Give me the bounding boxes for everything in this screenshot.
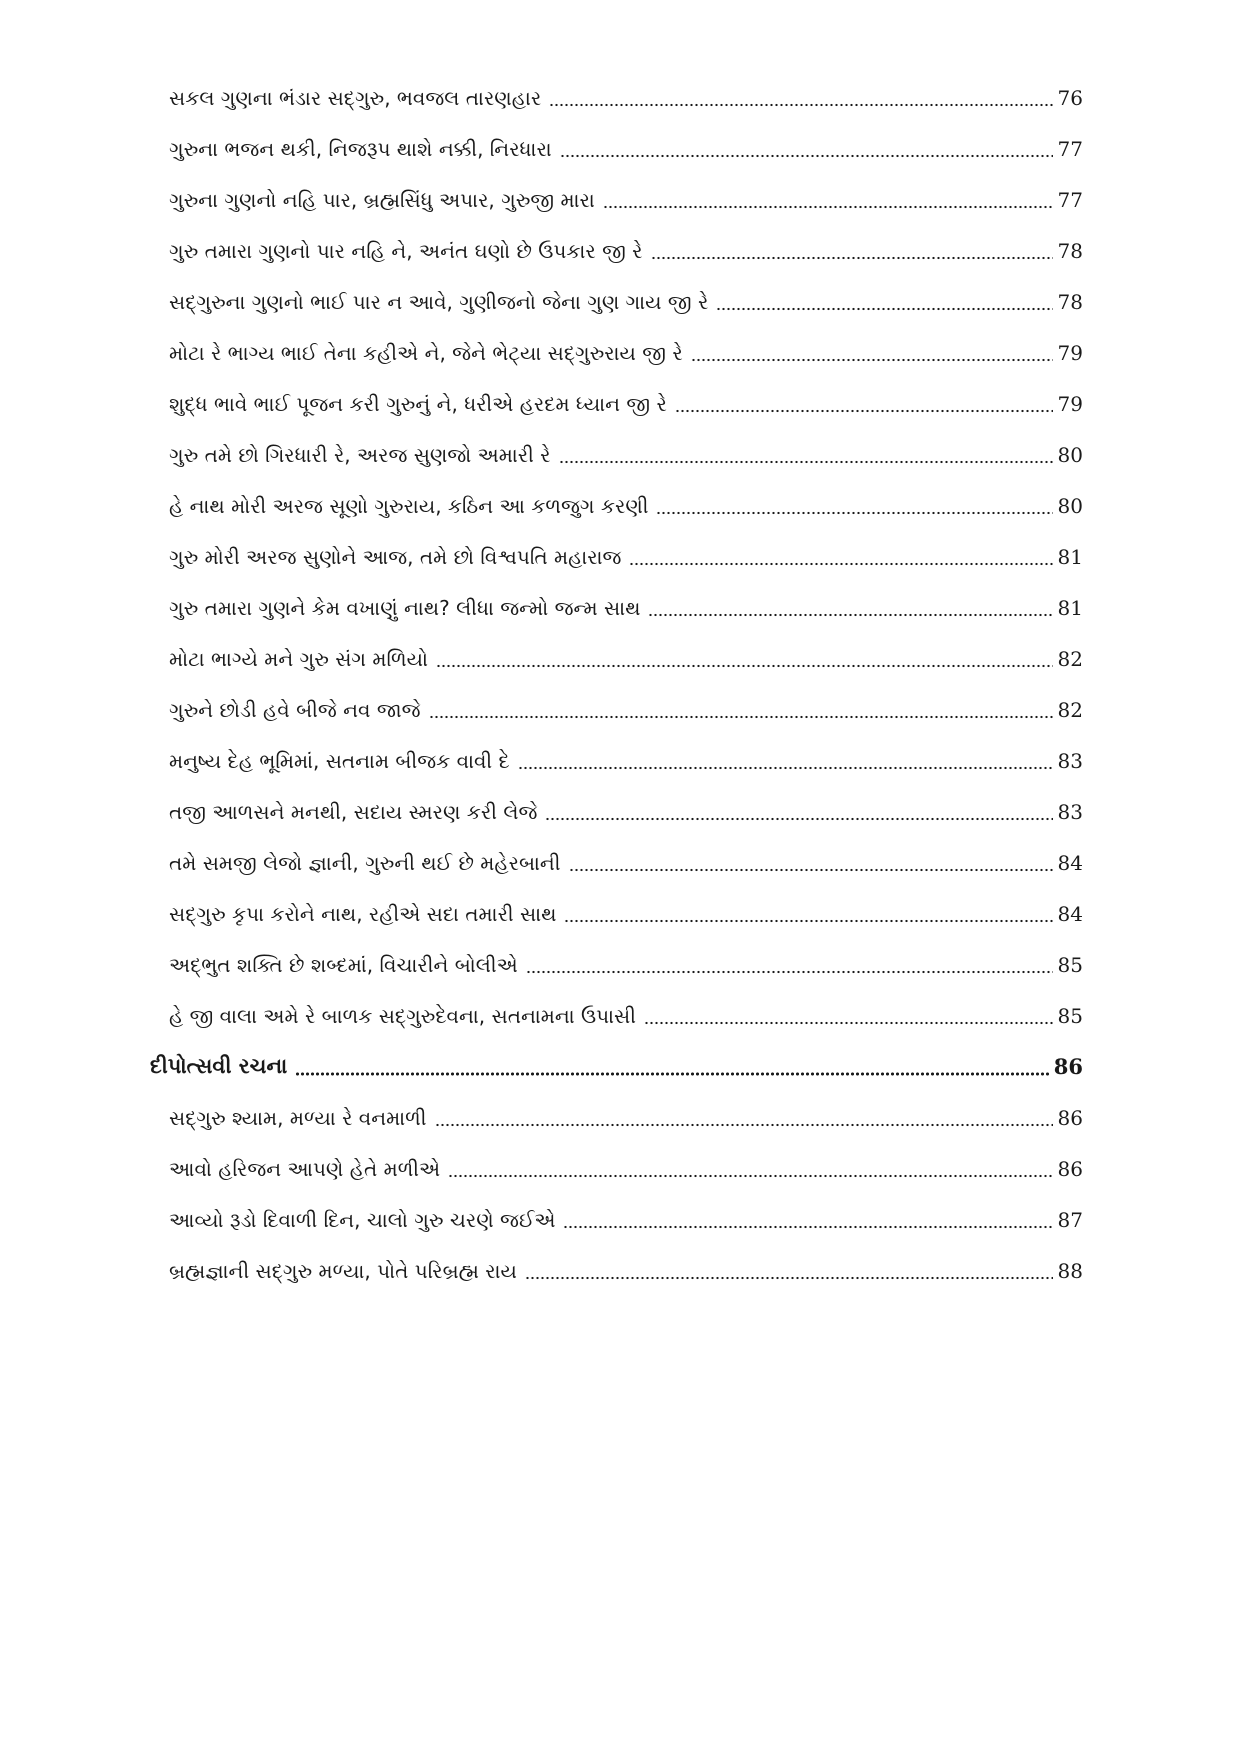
dot-leader: [429, 715, 1054, 719]
toc-entry-page: 78: [1057, 238, 1083, 263]
toc-entry-page: 88: [1057, 1258, 1083, 1283]
toc-entry-page: 79: [1057, 340, 1083, 365]
dot-leader: [644, 1021, 1053, 1025]
toc-entry-title: ગુરુના ભજન થકી, નિજરૂપ થાશે નક્કી, નિરધારા: [169, 136, 552, 161]
toc-entry[interactable]: [169, 225, 1083, 276]
toc-entry-title: સદ્‌ગુરુના ગુણનો ભાઈ પાર ન આવે, ગુણીજનો જેના ગુણ ગાય જી રે: [169, 289, 709, 314]
toc-entry-page: 76: [1057, 85, 1083, 110]
dot-leader: [656, 511, 1053, 515]
toc-entry-title: આવો હરિજન આપણે હેતે મળીએ: [169, 1156, 441, 1181]
toc-entry[interactable]: [169, 837, 1083, 888]
toc-entry-title: ગુરુ તમારા ગુણને કેમ વખાણું નાથ? લીધા જન્મો જન્મ સાથ: [169, 595, 641, 620]
dot-leader: [545, 817, 1053, 821]
dot-leader: [518, 766, 1053, 770]
dot-leader: [526, 970, 1053, 974]
toc-entry-page: 85: [1057, 952, 1083, 977]
dot-leader: [675, 409, 1053, 413]
toc-entry-title: અદ્‌ભુત શક્તિ છે શબ્દમાં, વિચારીને બોલીએ: [169, 952, 518, 977]
toc-entry-page: 81: [1057, 544, 1083, 569]
toc-entry[interactable]: [169, 786, 1083, 837]
toc-entry[interactable]: [169, 72, 1083, 123]
dot-leader: [569, 868, 1053, 872]
toc-entry-title: સદ્‌ગુરુ કૃપા કરોને નાથ, રહીએ સદા તમારી સાથ: [169, 901, 557, 926]
toc-entry[interactable]: [169, 633, 1083, 684]
dot-leader: [629, 562, 1053, 566]
toc-entry[interactable]: [169, 939, 1083, 990]
dot-leader: [691, 358, 1053, 362]
toc-entry-title: તજી આળસને મનથી, સદાય સ્મરણ કરી લેજે: [169, 799, 538, 824]
toc-entry-title: હે નાથ મોરી અરજ સૂણો ગુરુરાય, કઠિન આ કળજુગ કરણી: [169, 493, 649, 518]
dot-leader: [436, 664, 1053, 668]
toc-entry-title: શુદ્ધ ભાવે ભાઈ પૂજન કરી ગુરુનું ને, ધરીએ હરદમ ધ્યાન જી રે: [169, 391, 667, 416]
toc-entry-title: મનુષ્ય દેહ ભૂમિમાં, સતનામ બીજક વાવી દે: [169, 748, 510, 773]
dot-leader: [295, 1072, 1050, 1076]
table-of-contents: [0, 72, 1241, 1296]
toc-entry-page: 78: [1057, 289, 1083, 314]
dot-leader: [525, 1276, 1053, 1280]
toc-entry[interactable]: [169, 480, 1083, 531]
toc-entry-title: ગુરુ મોરી અરજ સુણોને આજ, તમે છો વિશ્વપતિ મહારાજ: [169, 544, 622, 569]
dot-leader: [563, 1225, 1053, 1229]
toc-entry[interactable]: [169, 429, 1083, 480]
toc-entry-page: 86: [1057, 1156, 1083, 1181]
toc-entry[interactable]: [169, 1245, 1083, 1296]
toc-entry-title: ગુરુના ગુણનો નહિ પાર, બ્રહ્મસિંધુ અપાર, ગુરુજી મારા: [169, 187, 595, 212]
toc-entry-page: 79: [1057, 391, 1083, 416]
dot-leader: [716, 307, 1053, 311]
toc-entry[interactable]: [169, 684, 1083, 735]
toc-entry-title: આવ્યો રૂડો દિવાળી દિન, ચાલો ગુરુ ચરણે જઈએ: [169, 1207, 556, 1232]
dot-leader: [603, 205, 1053, 209]
toc-entry-title: ગુરુને છોડી હવે બીજે નવ જાજે: [169, 697, 421, 722]
toc-entry[interactable]: [169, 735, 1083, 786]
dot-leader: [651, 256, 1053, 260]
dot-leader: [564, 919, 1053, 923]
toc-entry-page: 85: [1057, 1003, 1083, 1028]
toc-entry-page: 81: [1057, 595, 1083, 620]
toc-entry[interactable]: [169, 990, 1083, 1041]
toc-entry[interactable]: [169, 888, 1083, 939]
toc-entry-page: 77: [1057, 187, 1083, 212]
toc-entry-page: 86: [1057, 1105, 1083, 1130]
toc-entry-title: હે જી વાલા અમે રે બાળક સદ્‌ગુરુદેવના, સતનામના ઉપાસી: [169, 1003, 636, 1028]
toc-entry[interactable]: [169, 1143, 1083, 1194]
toc-entry-title: ગુરુ તમે છો ગિરધારી રે, અરજ સુણજો અમારી રે: [169, 442, 551, 467]
dot-leader: [448, 1174, 1053, 1178]
toc-entry-title: તમે સમજી લેજો જ્ઞાની, ગુરુની થઈ છે મહેરબાની: [169, 850, 561, 875]
toc-entry[interactable]: [169, 378, 1083, 429]
toc-entry-title: બ્રહ્મજ્ઞાની સદ્‌ગુરુ મળ્યા, પોતે પરિબ્રહ્મ રાય: [169, 1258, 517, 1283]
toc-entry-page: 82: [1057, 646, 1083, 671]
toc-entry-page: 80: [1057, 442, 1083, 467]
toc-entry[interactable]: [169, 123, 1083, 174]
toc-entry-page: 84: [1057, 850, 1083, 875]
toc-entry-title: ગુરુ તમારા ગુણનો પાર નહિ ને, અનંત ઘણો છે ઉપકાર જી રે: [169, 238, 643, 263]
toc-entry[interactable]: [169, 327, 1083, 378]
toc-entry-title: સકલ ગુણના ભંડાર સદ્‌ગુરુ, ભવજલ તારણહાર: [169, 85, 542, 110]
toc-entry-page: 77: [1057, 136, 1083, 161]
dot-leader: [648, 613, 1053, 617]
dot-leader: [435, 1123, 1054, 1127]
toc-entry-title: સદ્‌ગુરુ શ્યામ, મળ્યા રે વનમાળી: [169, 1105, 427, 1130]
toc-entry[interactable]: [169, 276, 1083, 327]
toc-section-page: 86: [1053, 1054, 1083, 1079]
toc-section-title: દીપોત્સવી રચના: [150, 1054, 288, 1078]
toc-entry-page: 82: [1057, 697, 1083, 722]
toc-entry-page: 84: [1057, 901, 1083, 926]
toc-entry-title: મોટા રે ભાગ્ય ભાઈ તેના કહીએ ને, જેને ભેટ્યા સદ્‌ગુરુરાય જી રે: [169, 340, 683, 365]
toc-entry[interactable]: [169, 1194, 1083, 1245]
toc-entry[interactable]: [169, 174, 1083, 225]
toc-entry-title: મોટા ભાગ્યે મને ગુરુ સંગ મળિયો: [169, 646, 429, 671]
toc-entry-page: 83: [1057, 748, 1083, 773]
toc-entry[interactable]: [169, 1092, 1083, 1143]
dot-leader: [559, 460, 1053, 464]
dot-leader: [560, 154, 1053, 158]
toc-entry[interactable]: [169, 531, 1083, 582]
toc-entry-page: 80: [1057, 493, 1083, 518]
toc-entry[interactable]: [169, 582, 1083, 633]
toc-entry-page: 83: [1057, 799, 1083, 824]
dot-leader: [549, 103, 1053, 107]
toc-entry-page: 87: [1057, 1207, 1083, 1232]
toc-section-heading[interactable]: [150, 1041, 1083, 1092]
